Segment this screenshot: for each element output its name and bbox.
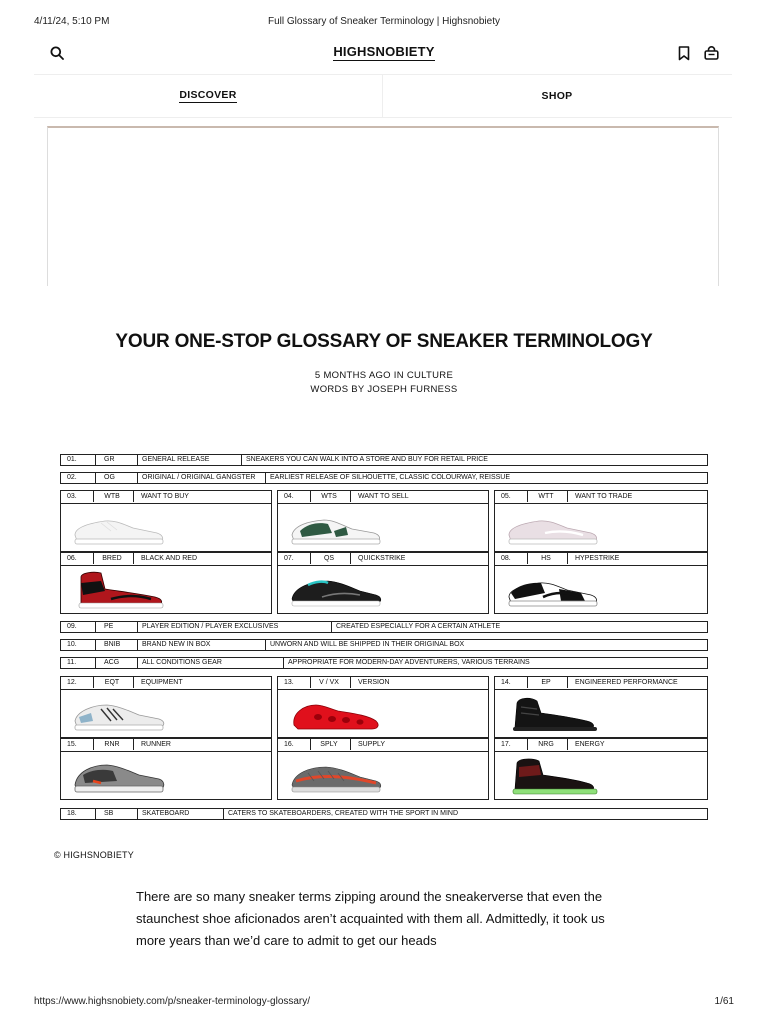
- glossary-abbr: ACG: [104, 659, 120, 666]
- print-url: https://www.highsnobiety.com/p/sneaker-terminology-glossary/: [34, 996, 311, 1007]
- print-footer: [34, 996, 734, 1010]
- glossary-cell: 04. WTS WANT TO SELL: [277, 490, 489, 552]
- glossary-row: [60, 621, 708, 633]
- glossary-cell: 14. EP ENGINEERED PERFORMANCE: [494, 676, 708, 738]
- glossary-desc: APPROPRIATE FOR MODERN-DAY ADVENTURERS, VARIOUS TERRAINS: [288, 659, 530, 666]
- page-title: YOUR ONE-STOP GLOSSARY OF SNEAKER TERMINOLOGY: [115, 331, 653, 352]
- glossary-num: 10.: [67, 641, 77, 648]
- glossary-cell: 17. NRG ENERGY: [494, 738, 708, 800]
- glossary-num: 01.: [67, 456, 77, 463]
- black-red-high-sneaker-image: [505, 753, 601, 797]
- white-green-sneaker-image: [288, 509, 384, 549]
- glossary-desc: CREATED ESPECIALLY FOR A CERTAIN ATHLETE: [336, 623, 501, 630]
- glossary-cell: 06. BRED BLACK AND RED: [60, 552, 272, 614]
- glossary-cell: 03. WTB WANT TO BUY: [60, 490, 272, 552]
- pink-low-sneaker-image: [505, 509, 601, 549]
- hero-image: [47, 126, 719, 286]
- glossary-cell: 15. RNR RUNNER: [60, 738, 272, 800]
- glossary-num: 02.: [67, 474, 77, 481]
- bred-high-sneaker-image: [71, 567, 167, 611]
- glossary-cell: 07. QS QUICKSTRIKE: [277, 552, 489, 614]
- glossary-row: [60, 454, 708, 466]
- glossary-term: BRAND NEW IN BOX: [142, 641, 211, 648]
- glossary-row: [60, 657, 708, 669]
- black-teal-runner-image: [288, 571, 384, 611]
- glossary-term: PLAYER EDITION / PLAYER EXCLUSIVES: [142, 623, 279, 630]
- glossary-term: SKATEBOARD: [142, 810, 190, 817]
- glossary-cell: 13. V / VX VERSION: [277, 676, 489, 738]
- glossary-desc: CATERS TO SKATEBOARDERS, CREATED WITH THE SPORT IN MIND: [228, 810, 458, 817]
- article-meta-category: 5 MONTHS AGO IN CULTURE: [314, 370, 454, 381]
- glossary-row: [60, 472, 708, 484]
- glossary-term: GENERAL RELEASE: [142, 456, 210, 463]
- glossary-row: [60, 808, 708, 820]
- site-header: [34, 36, 734, 72]
- white-runner-image: [71, 695, 167, 735]
- shopping-bag-icon[interactable]: [702, 44, 720, 62]
- glossary-term: ORIGINAL / ORIGINAL GANGSTER: [142, 474, 256, 481]
- glossary-desc: EARLIEST RELEASE OF SILHOUETTE, CLASSIC COLOURWAY, REISSUE: [270, 474, 511, 481]
- print-page-number: 1/61: [714, 996, 734, 1007]
- glossary-abbr: BNIB: [104, 641, 121, 648]
- white-low-sneaker-image: [71, 509, 167, 549]
- glossary-abbr: SB: [104, 810, 114, 817]
- glossary-row: [60, 639, 708, 651]
- wave-runner-image: [71, 757, 167, 797]
- glossary-num: 11.: [67, 659, 77, 666]
- red-foam-runner-image: [288, 695, 384, 735]
- glossary-abbr: GR: [104, 456, 115, 463]
- glossary-cell: 08. HS HYPESTRIKE: [494, 552, 708, 614]
- print-datetime: 4/11/24, 5:10 PM: [34, 16, 110, 27]
- image-credit: © HIGHSNOBIETY: [54, 850, 134, 860]
- print-doc-title: Full Glossary of Sneaker Terminology | Highsnobiety: [268, 16, 500, 27]
- tab-discover[interactable]: DISCOVER: [34, 75, 383, 117]
- article-intro: There are so many sneaker terms zipping around the sneakerverse that even the staunchest shoe aficionados aren’t acquainted with them all. Admittedly, it took us more years than we’d care to admit to get our heads: [136, 889, 605, 948]
- glossary-cell: 12. EQT EQUIPMENT: [60, 676, 272, 738]
- main-nav: [34, 74, 732, 118]
- article-byline: WORDS BY JOSEPH FURNESS: [310, 384, 458, 395]
- glossary-abbr: PE: [104, 623, 114, 630]
- glossary-cell: 16. SPLY SUPPLY: [277, 738, 489, 800]
- glossary-num: 09.: [67, 623, 77, 630]
- grey-red-knit-runner-image: [288, 757, 384, 797]
- panda-low-sneaker-image: [505, 571, 601, 611]
- bookmark-icon[interactable]: [675, 44, 693, 62]
- glossary-desc: SNEAKERS YOU CAN WALK INTO A STORE AND BUY FOR RETAIL PRICE: [246, 456, 488, 463]
- glossary-num: 18.: [67, 810, 77, 817]
- glossary-desc: UNWORN AND WILL BE SHIPPED IN THEIR ORIGINAL BOX: [270, 641, 465, 648]
- site-logo[interactable]: HIGHSNOBIETY: [333, 44, 435, 59]
- glossary-abbr: OG: [104, 474, 115, 481]
- glossary-cell: 05. WTT WANT TO TRADE: [494, 490, 708, 552]
- tab-shop[interactable]: SHOP: [541, 90, 573, 102]
- glossary-term: ALL CONDITIONS GEAR: [142, 659, 222, 666]
- print-header: [34, 16, 734, 30]
- black-mid-sneaker-image: [505, 691, 601, 735]
